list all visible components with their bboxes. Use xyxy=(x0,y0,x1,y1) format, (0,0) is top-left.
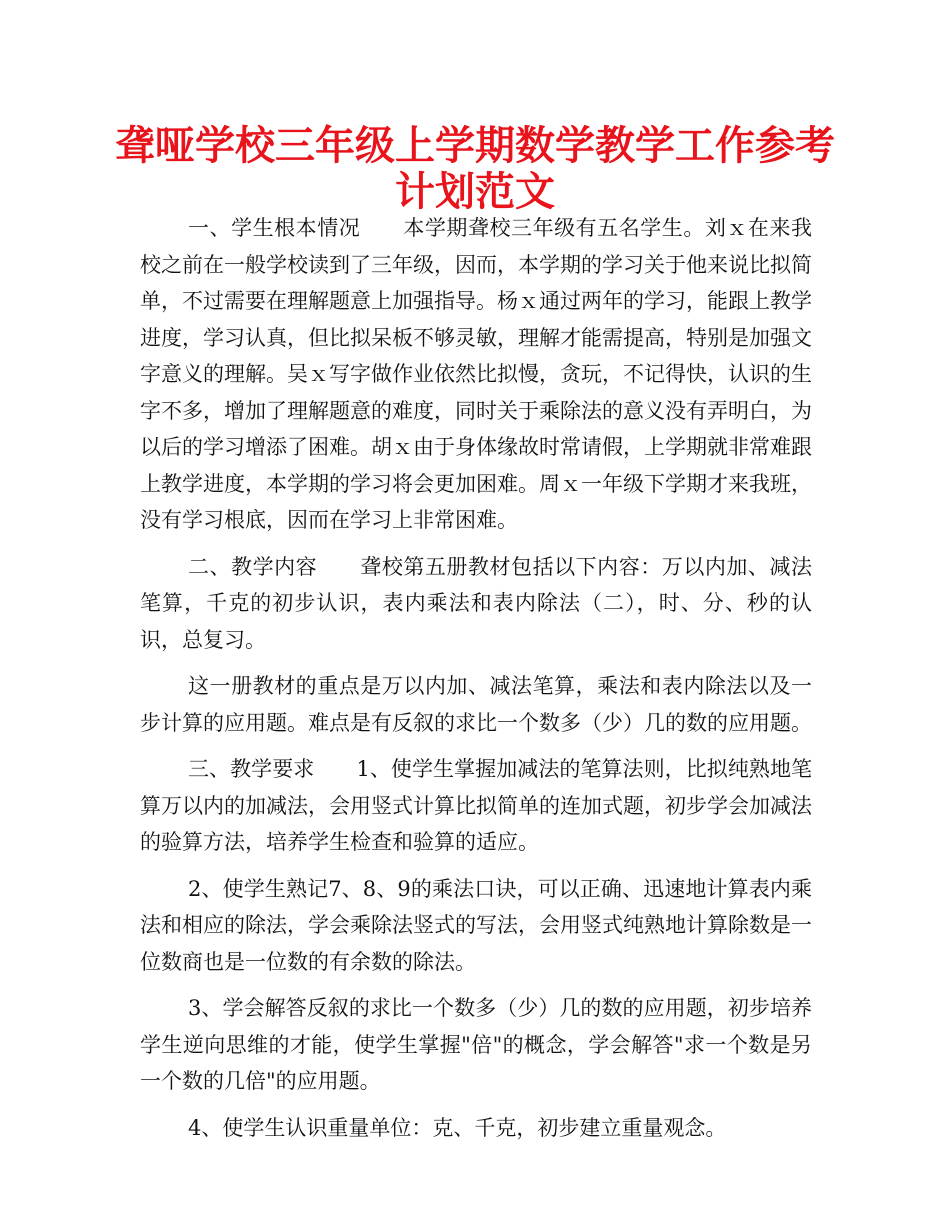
paragraph-teaching-content: 二、教学内容 聋校第五册教材包括以下内容：万以内加、减法笔算，千克的初步认识，表内乘法和表内除法（二），时、分、秒的认识，总复习。 xyxy=(140,554,812,652)
paragraph-key-points: 这一册教材的重点是万以内加、减法笔算，乘法和表内除法以及一步计算的应用题。难点是有反叙的求比一个数多（少）几的数的应用题。 xyxy=(140,674,812,735)
document-body xyxy=(140,210,812,1156)
paragraph-requirement-3: 3、学会解答反叙的求比一个数多（少）几的数的应用题，初步培养学生逆向思维的才能，使学生掌握"倍"的概念，学会解答"求一个数是另一个数的几倍"的应用题。 xyxy=(140,996,812,1093)
document-title-line-2: 计划范文 xyxy=(395,169,555,215)
paragraph-requirement-4: 4、使学生认识重量单位：克、千克，初步建立重量观念。 xyxy=(188,1115,727,1140)
paragraph-requirement-1: 三、教学要求 1、使学生掌握加减法的笔算法则，比拟纯熟地笔算万以内的加减法，会用竖式计算比拟简单的连加式题，初步学会加减法的验算方法，培养学生检查和验算的适应。 xyxy=(140,757,812,854)
paragraph-requirement-2: 2、使学生熟记7、8、9的乘法口诀，可以正确、迅速地计算表内乘法和相应的除法，学会乘除法竖式的写法，会用竖式纯熟地计算除数是一位数商也是一位数的有余数的除法。 xyxy=(140,876,812,974)
paragraph-student-situation: 一、学生根本情况 本学期聋校三年级有五名学生。刘ｘ在来我校之前在一般学校读到了三年级，因而，本学期的学习关于他来说比拟简单，不过需要在理解题意上加强指导。杨ｘ通过两年的学习，能跟上教学进度，学习认真，但比拟呆板不够灵敏，理解才能需提高，特别是加强文字意义的理解。吴ｘ写字做作业依然比拟慢，贪玩，不记得快，认识的生字不多，增加了理解题意的难度，同时关于乘除法的意义没有弄明白，为以后的学习增添了困难。胡ｘ由于身体缘故时常请假，上学期就非常难跟上教学进度，本学期的学习将会更加困难。周ｘ一年级下学期才来我班，没有学习根底，因而在学习上非常困难。 xyxy=(140,216,812,532)
document-title-line-1: 聋哑学校三年级上学期数学教学工作参考 xyxy=(115,123,835,169)
